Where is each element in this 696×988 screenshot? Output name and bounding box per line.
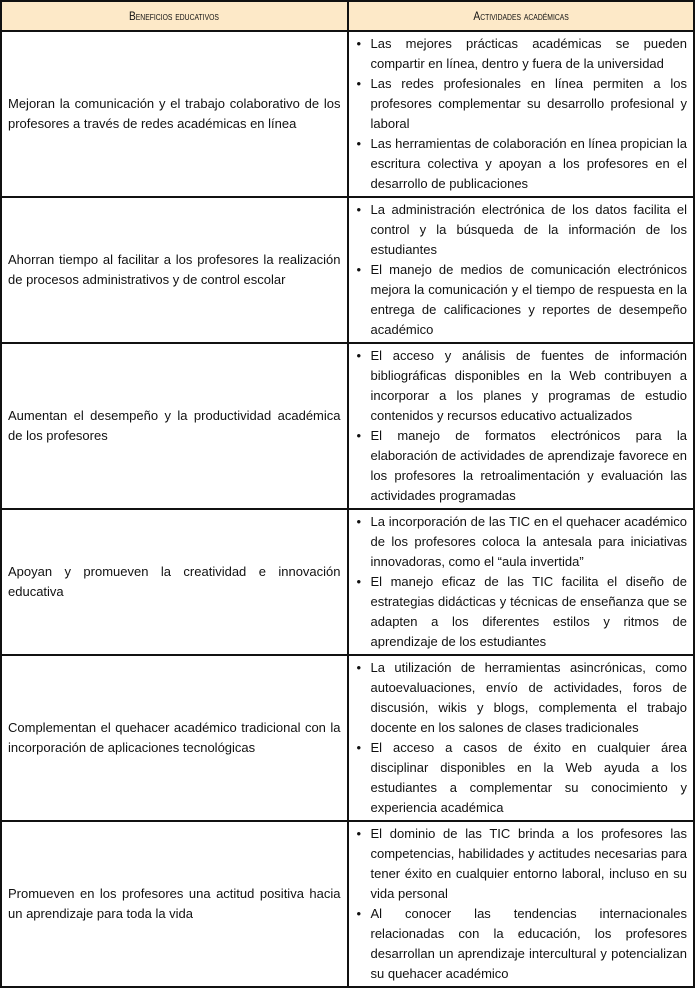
table-row [1, 655, 694, 821]
benefit-cell: Mejoran la comunicación y el trabajo colaborativo de los profesores a través de redes académicas en línea [1, 31, 348, 197]
header-activities-label: Actividades académicas [473, 9, 569, 23]
header-row [1, 1, 694, 31]
benefit-cell: Ahorran tiempo al facilitar a los profesores la realización de procesos administrativos y de control escolar [1, 197, 348, 343]
activities-list [355, 346, 688, 506]
activity-item: • El dominio de las TIC brinda a los profesores las competencias, habilidades y actitudes necesarias para tener éxito en cualquier entorno laboral, incluso en su vida personal [355, 824, 688, 904]
activity-item: • Las redes profesionales en línea permiten a los profesores complementar su desarrollo profesional y laboral [355, 74, 688, 134]
activity-item: • El manejo de medios de comunicación electrónicos mejora la comunicación y el tiempo de respuesta en la entrega de calificaciones y reportes de desempeño académico [355, 260, 688, 340]
activity-item: • La utilización de herramientas asincrónicas, como autoevaluaciones, envío de actividades, foros de discusión, wikis y blogs, complementa el trabajo docente en los salones de clases tradicionales [355, 658, 688, 738]
benefit-cell: Complementan el quehacer académico tradicional con la incorporación de aplicaciones tecnológicas [1, 655, 348, 821]
activity-item: • El acceso a casos de éxito en cualquier área disciplinar disponibles en la Web ayuda a los estudiantes a complementar su conocimiento y experiencia académica [355, 738, 688, 818]
activities-cell [348, 343, 695, 509]
table-row [1, 343, 694, 509]
header-benefits-label: Beneficios educativos [129, 9, 220, 23]
benefit-cell: Apoyan y promueven la creatividad e innovación educativa [1, 509, 348, 655]
activity-item: • El manejo eficaz de las TIC facilita el diseño de estrategias didácticas y técnicas de enseñanza que se adapten a los diferentes estilos y ritmos de aprendizaje de los estudiantes [355, 572, 688, 652]
benefit-cell: Promueven en los profesores una actitud positiva hacia un aprendizaje para toda la vida [1, 821, 348, 987]
activities-cell [348, 821, 695, 987]
activities-list [355, 34, 688, 194]
header-activities [348, 1, 695, 31]
activity-item: • La administración electrónica de los datos facilita el control y la búsqueda de la información de los estudiantes [355, 200, 688, 260]
activity-item: • Al conocer las tendencias internacionales relacionadas con la educación, los profesores desarrollan un aprendizaje intercultural y potencializan su quehacer académico [355, 904, 688, 984]
activity-item: • La incorporación de las TIC en el quehacer académico de los profesores coloca la antesala para iniciativas innovadoras, como el “aula invertida” [355, 512, 688, 572]
table-row [1, 197, 694, 343]
activities-cell [348, 31, 695, 197]
activities-list [355, 512, 688, 652]
benefit-cell: Aumentan el desempeño y la productividad académica de los profesores [1, 343, 348, 509]
table-row [1, 31, 694, 197]
header-benefits [1, 1, 348, 31]
activities-list [355, 658, 688, 818]
activity-item: • El acceso y análisis de fuentes de información bibliográficas disponibles en la Web contribuyen a incorporar a los planes y programas de estudio contenidos y recursos educativo actualizados [355, 346, 688, 426]
activities-list [355, 824, 688, 984]
table-row [1, 821, 694, 987]
activities-cell [348, 655, 695, 821]
table-body [1, 31, 694, 987]
activity-item: • El manejo de formatos electrónicos para la elaboración de actividades de aprendizaje favorece en los profesores la retroalimentación y evaluación las actividades programadas [355, 426, 688, 506]
activity-item: • Las mejores prácticas académicas se pueden compartir en línea, dentro y fuera de la universidad [355, 34, 688, 74]
activity-item: • Las herramientas de colaboración en línea propician la escritura colectiva y apoyan a los profesores en el desarrollo de publicaciones [355, 134, 688, 194]
activities-cell [348, 509, 695, 655]
activities-list [355, 200, 688, 340]
table-row [1, 509, 694, 655]
activities-cell [348, 197, 695, 343]
